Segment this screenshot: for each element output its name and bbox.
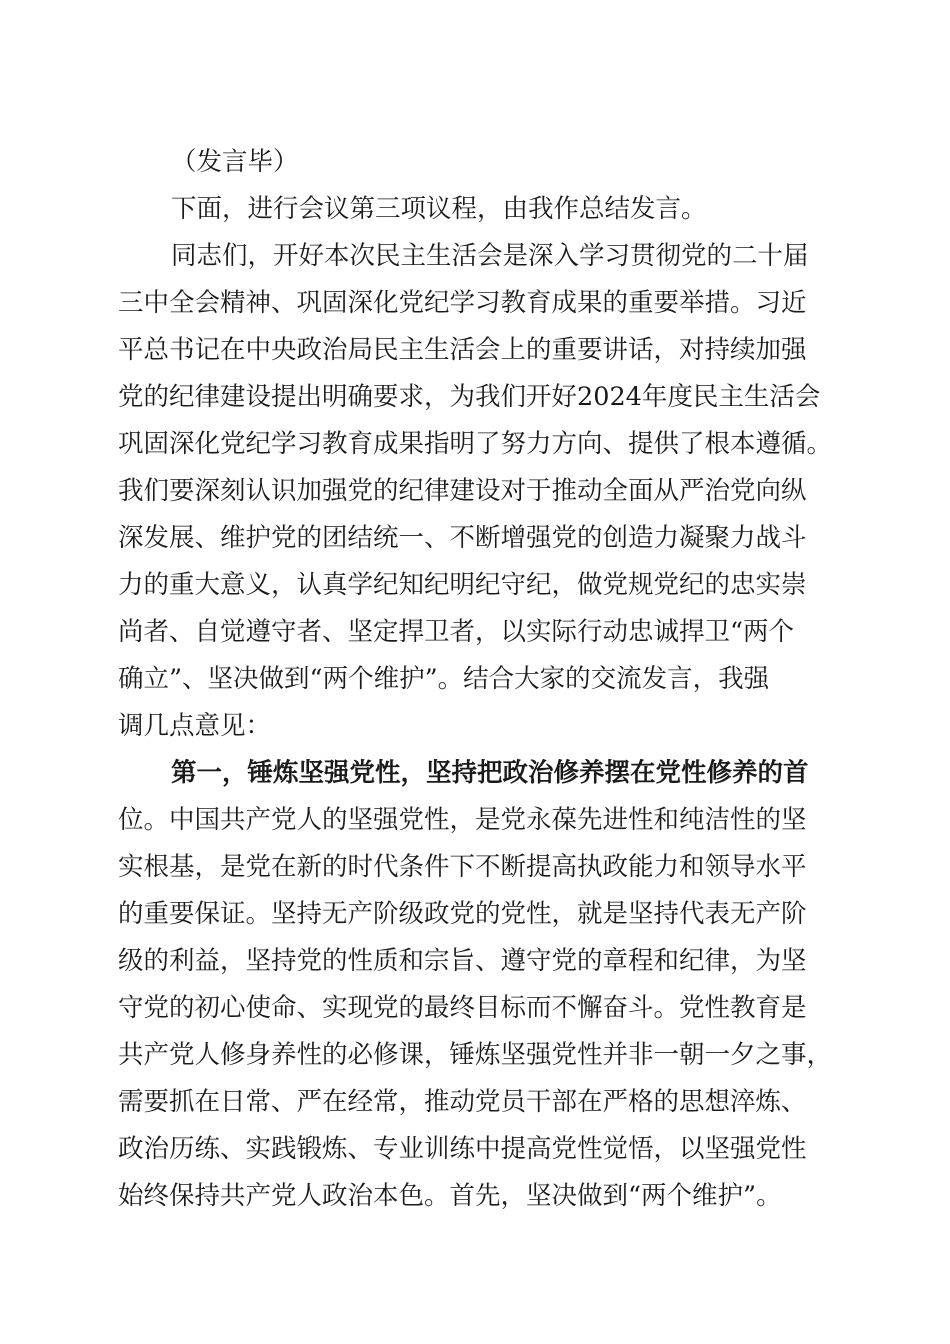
text-line: 实根基，是党在新的时代条件下不断提高执政能力和领导水平 [118,852,807,882]
text-line: 需要抓在日常、严在经常，推动党员干部在严格的思想淬炼、 [118,1087,807,1117]
text-line: 力的重大意义，认真学纪知纪明纪守纪，做党规党纪的忠实崇 [118,570,807,600]
text-line: 三中全会精神、巩固深化党纪学习教育成果的重要举措。习近 [118,288,807,318]
section-heading-first: 第一，锤炼坚强党性，坚持把政治修养摆在党性修养的首 [171,758,809,788]
closing-note: （发言毕） [171,147,299,177]
text-line: 我们要深刻认识加强党的纪律建设对于推动全面从严治党向纵 [118,476,807,506]
text-line: 尚者、自觉遵守者、坚定捍卫者，以实际行动忠诚捍卫“两个 [118,617,795,647]
text-line: 深发展、维护党的团结统一、不断增强党的创造力凝聚力战斗 [118,523,807,553]
text-line: 守党的初心使命、实现党的最终目标而不懈奋斗。党性教育是 [118,993,807,1023]
text-line: 级的利益，坚持党的性质和宗旨、遵守党的章程和纪律，为坚 [118,946,807,976]
text-line: 确立”、坚决做到“两个维护”。结合大家的交流发言，我强 [118,664,770,694]
text-line: 政治历练、实践锻炼、专业训练中提高党性觉悟，以坚强党性 [118,1134,807,1164]
text-line: 平总书记在中央政治局民主生活会上的重要讲话，对持续加强 [118,335,807,365]
text-line: 始终保持共产党人政治本色。首先，坚决做到“两个维护”。 [118,1181,782,1211]
text-line: 共产党人修身养性的必修课，锤炼坚强党性并非一朝一夕之事， [118,1040,833,1070]
text-line: 党的纪律建设提出明确要求，为我们开好2024年度民主生活会 [118,382,821,412]
text-line: 位。中国共产党人的坚强党性，是党永葆先进性和纯洁性的坚 [118,805,807,835]
text-line: 调几点意见： [118,711,272,741]
text-line: 巩固深化党纪学习教育成果指明了努力方向、提供了根本遵循。 [118,429,833,459]
text-line: 的重要保证。坚持无产阶级政党的党性，就是坚持代表无产阶 [118,899,807,929]
agenda-sentence: 下面，进行会议第三项议程，由我作总结发言。 [171,194,707,224]
text-line: 同志们，开好本次民主生活会是深入学习贯彻党的二十届 [171,241,809,271]
